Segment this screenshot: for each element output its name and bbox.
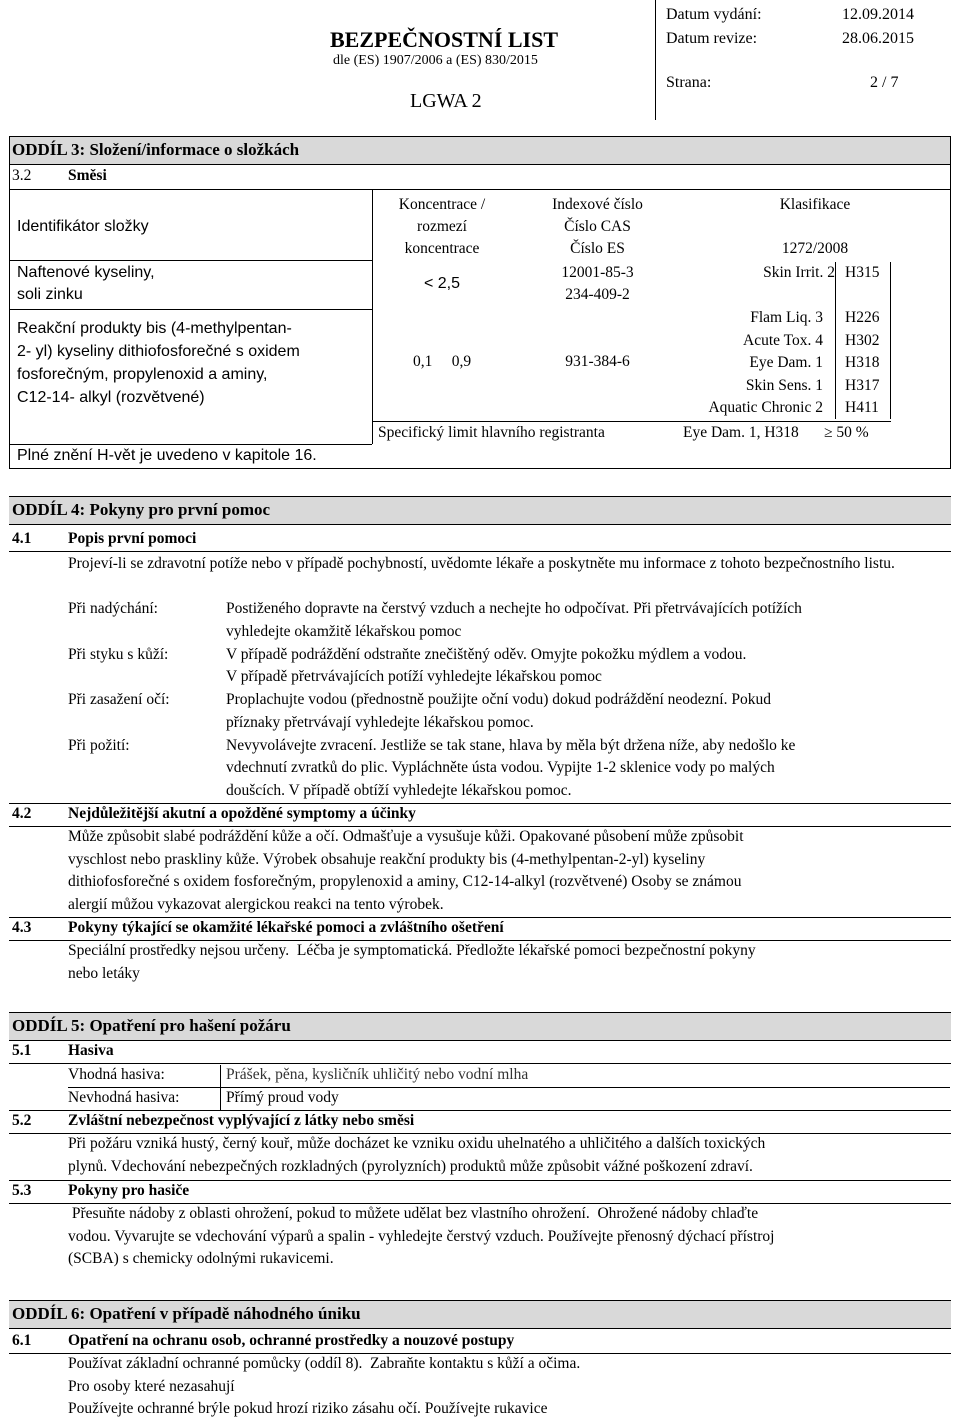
section-5-header [9,1012,951,1041]
issue-date-value: 12.09.2014 [842,6,914,23]
first-aid-route-text: vyhledejte okamžitě lékařskou pomoc [226,622,462,640]
specific-limit-label: Specifický limit hlavního registranta [378,424,605,441]
row2-name-line4: C12-14- alkyl (rozvětvené) [17,389,205,406]
revision-date-value: 28.06.2015 [842,30,914,47]
subsection-6-1-number: 6.1 [12,1332,32,1349]
subsection-6-1-title: Opatření na ochranu osob, ochranné prostředky a nouzové postupy [68,1332,515,1349]
row1-class: Skin Irrit. 2 [763,264,835,281]
issue-date-label: Datum vydání: [666,6,762,23]
first-aid-intro: Projeví-li se zdravotní potíže nebo v případě pochybností, uvědomte lékaře a poskytněte mu informace z tohoto bezpečnostního listu. [68,555,895,572]
first-aid-route-text: doušcích. V případě obtíží vyhledejte lékařskou pomoc. [226,781,572,799]
header-concentration-1: Koncentrace / [398,196,486,213]
subsection-3-2-title: Směsi [68,167,107,184]
first-aid-route-label: Při zasažení očí: [68,691,170,708]
row2-hcode: H226 [845,309,880,326]
firefighter-advice-line: (SCBA) s chemicky odolnými rukavicemi. [68,1250,334,1267]
personal-precautions-line: Používejte ochranné brýle pokud hrozí riziko zásahu očí. Používejte rukavice [68,1400,548,1417]
header-concentration-3: koncentrace [404,240,480,257]
revision-date-label: Datum revize: [666,30,758,47]
row2-class: Eye Dam. 1 [749,354,823,371]
subsection-5-3-number: 5.3 [12,1182,32,1199]
firefighter-advice-line: vodou. Vyvarujte se vdechování výparů a spalin - vyhledejte čerstvý vzduch. Používejte přenosný dýchací přístroj [68,1227,775,1245]
first-aid-route-text: Proplachujte vodou (přednostně použijte oční vodu) dokud podráždění neodezní. Pokud [226,691,771,708]
header-classification: Klasifikace [779,196,851,213]
subsection-4-3-title: Pokyny týkající se okamžité lékařské pomoci a zvláštního ošetření [68,919,504,936]
subsection-4-1-title: Popis první pomoci [68,530,197,547]
medical-attention-line: Speciální prostředky nejsou určeny. Léčba je symptomatická. Předložte lékařské pomoci bezpečnostní pokyny [68,942,756,959]
row1-name-line2: soli zinku [17,286,83,303]
row2-class: Flam Liq. 3 [750,309,823,326]
row1-name-line1: Naftenové kyseliny, [17,264,155,281]
section-3-title: ODDÍL 3: Složení/informace o složkách [12,140,300,159]
section-5-title: ODDÍL 5: Opatření pro hašení požáru [12,1016,291,1035]
subsection-4-2-title: Nejdůležitější akutní a opožděné symptomy a účinky [68,805,416,822]
subsection-3-2-number: 3.2 [12,167,32,184]
regulation-text: dle (ES) 1907/2006 a (ES) 830/2015 [333,53,538,68]
specific-limit-value: Eye Dam. 1, H318 [683,424,799,441]
first-aid-route-text: Postiženého dopravte na čerstvý vzduch a nechejte ho odpočívat. Při přetrvávajících potížích [226,600,802,617]
product-name: LGWA 2 [410,90,482,112]
unsuitable-media-value: Přímý proud vody [226,1089,339,1106]
subsection-5-3-title: Pokyny pro hasiče [68,1182,190,1199]
subsection-5-2-title: Zvláštní nebezpečnost vyplývající z látky nebo směsi [68,1112,415,1129]
first-aid-route-label: Při nadýchání: [68,600,158,617]
row1-hcode: H315 [845,264,880,281]
first-aid-route-text: V případě podráždění odstraňte znečištěný oděv. Omyjte pokožku mýdlem a vodou. [226,645,747,663]
special-hazards-line: plynů. Vdechování nebezpečných rozkladných (pyrolyzních) produktů může způsobit vážné poškození zdraví. [68,1157,753,1175]
row2-hcode: H302 [845,331,880,349]
medical-attention-line: nebo letáky [68,964,140,982]
personal-precautions-line: Používat základní ochranné pomůcky (oddíl 8). Zabraňte kontaktu s kůží a očima. [68,1355,581,1372]
header-concentration-2: rozmezí [417,218,467,235]
first-aid-route-text: vdechnutí zvratků do plic. Vypláchněte ústa vodou. Vypijte 1-2 sklenice vody po malých [226,759,775,776]
row2-hcode: H317 [845,376,880,394]
h-phrases-note: Plné znění H-vět je uvedeno v kapitole 16. [17,447,317,464]
section-6-title: ODDÍL 6: Opatření v případě náhodného úniku [12,1304,361,1323]
first-aid-route-text: V případě přetrvávajících potíží vyhledejte lékařskou pomoc [226,668,602,685]
section-6-header [9,1300,951,1329]
header-es-number: Číslo ES [570,240,625,257]
subsection-5-1-title: Hasiva [68,1042,114,1059]
page-number: 2 / 7 [870,74,899,91]
firefighter-advice-line: Přesuňte nádoby z oblasti ohrožení, pokud to můžete udělat bez vlastního ohrožení. Ohrožené nádoby chlaďte [68,1205,759,1222]
section-3-header [9,136,951,165]
symptoms-line: alergií můžou vykazovat alergickou reakci na tento výrobek. [68,895,444,913]
specific-limit-threshold: ≥ 50 % [824,424,869,441]
subsection-5-1-number: 5.1 [12,1042,32,1059]
document-title: BEZPEČNOSTNÍ LIST [330,27,559,52]
symptoms-line: vyschlost nebo praskliny kůže. Výrobek obsahuje reakční produkty bis (4-methylpentan-2-yl) kyseliny [68,850,706,868]
first-aid-route-text: příznaky přetrvávají vyhledejte lékařskou pomoc. [226,713,534,731]
row1-es: 234-409-2 [565,286,630,303]
suitable-media-label: Vhodná hasiva: [68,1066,165,1083]
row2-class: Acute Tox. 4 [743,331,823,349]
symptoms-line: dithiofosforečné s oxidem fosforečným, propylenoxid a aminy, C12-14-alkyl (rozvětvené) Osoby se známou [68,873,742,890]
subsection-4-3-number: 4.3 [12,919,32,936]
row2-concentration: 0,1 0,9 [412,353,472,370]
row2-index: 931-384-6 [565,353,630,370]
suitable-media-value: Prášek, pěna, kysličník uhličitý nebo vodní mlha [226,1066,529,1083]
page-label: Strana: [666,74,712,91]
special-hazards-line: Při požáru vzniká hustý, černý kouř, může docházet ke vzniku oxidu uhelnatého a uhličitého a dalších toxických [68,1135,766,1152]
first-aid-route-label: Při styku s kůží: [68,645,169,663]
row2-name-line1: Reakční produkty bis (4-methylpentan- [17,320,292,337]
section-4-header [9,496,951,525]
subsection-4-1-number: 4.1 [12,530,32,547]
row2-hcode: H411 [845,399,879,416]
row2-class: Aquatic Chronic 2 [708,399,823,416]
header-index-number: Indexové číslo [552,196,643,213]
header-identifier: Identifikátor složky [17,218,149,235]
personal-precautions-line: Pro osoby které nezasahují [68,1377,235,1395]
row2-class: Skin Sens. 1 [745,376,823,394]
first-aid-route-text: Nevyvolávejte zvracení. Jestliže se tak stane, hlava by měla být držena níže, aby nedošlo ke [226,736,796,754]
subsection-5-2-number: 5.2 [12,1112,32,1129]
row1-concentration: < 2,5 [423,275,461,292]
symptoms-line: Může způsobit slabé podráždění kůže a očí. Odmašťuje a vysušuje kůži. Opakované působení může způsobit [68,828,744,845]
row2-name-line2: 2- yl) kyseliny dithiofosforečné s oxidem [17,343,300,360]
row2-hcode: H318 [845,354,880,371]
subsection-4-2-number: 4.2 [12,805,32,822]
section-4-title: ODDÍL 4: Pokyny pro první pomoc [12,500,271,519]
row1-cas: 12001-85-3 [561,264,634,281]
header-regulation-1272: 1272/2008 [781,240,849,257]
first-aid-route-label: Při požití: [68,736,130,754]
unsuitable-media-label: Nevhodná hasiva: [68,1089,180,1106]
header-cas-number: Číslo CAS [564,218,631,235]
row2-name-line3: fosforečným, propylenoxid a aminy, [17,366,268,383]
